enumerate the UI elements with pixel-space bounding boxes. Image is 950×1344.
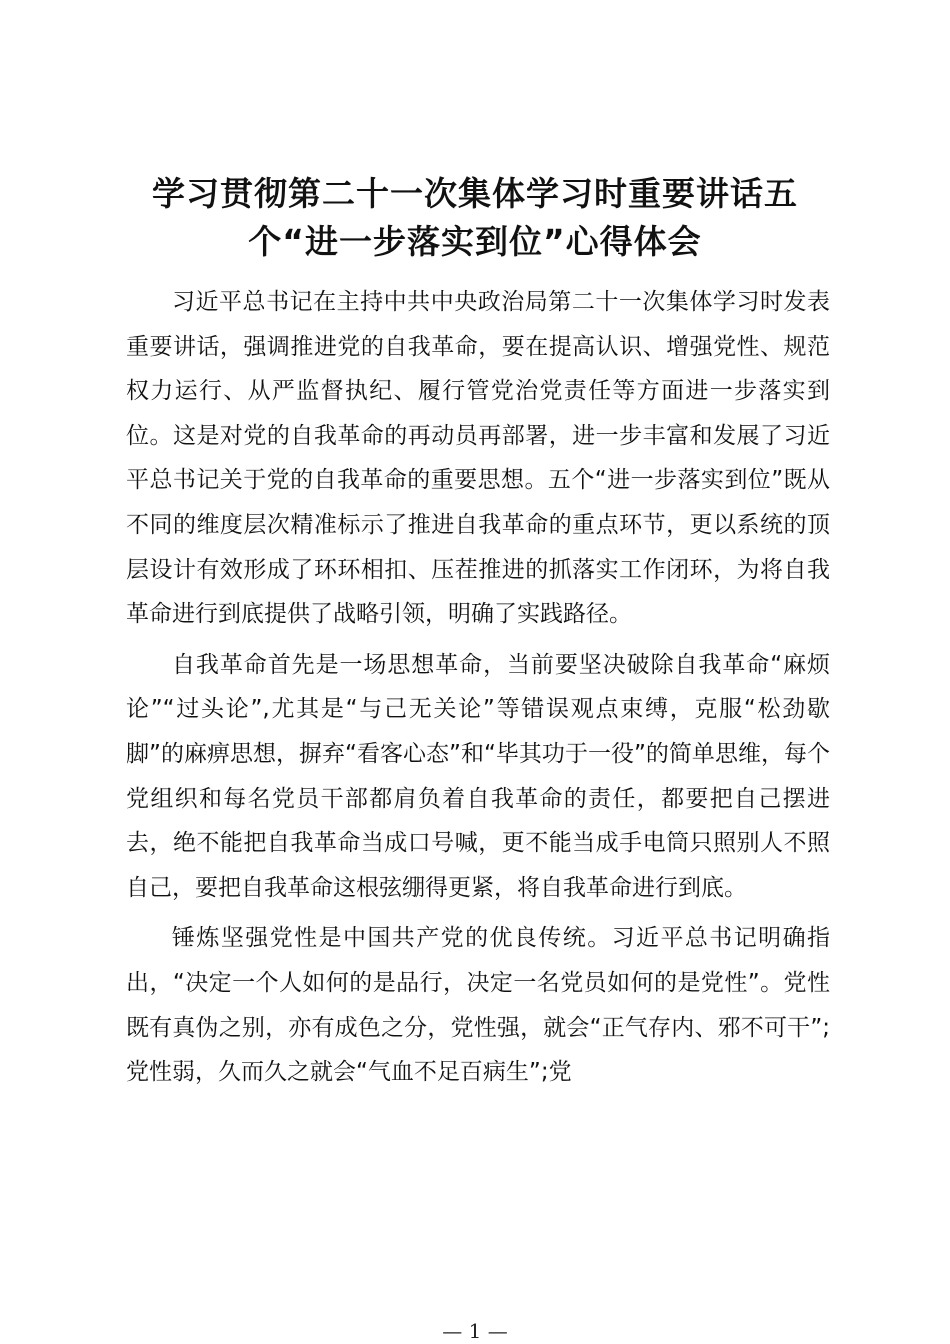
document-title bbox=[120, 170, 830, 266]
paragraph-3: 锤炼坚强党性是中国共产党的优良传统。习近平总书记明确指出，“决定一个人如何的是品行，决定一名党员如何的是党性”。党性既有真伪之别，亦有成色之分，党性强，就会“正气存内、邪不可干”;党性弱，久而久之就会“气血不足百病生”;党 bbox=[126, 925, 830, 1086]
title-line-2: 个“进一步落实到位”心得体会 bbox=[248, 222, 702, 261]
title-line-1: 学习贯彻第二十一次集体学习时重要讲话五 bbox=[152, 174, 798, 213]
paragraph-1: 习近平总书记在主持中共中央政治局第二十一次集体学习时发表重要讲话，强调推进党的自我革命，要在提高认识、增强党性、规范权力运行、从严监督执纪、履行管党治党责任等方面进一步落实到位。这是对党的自我革命的再动员再部署，进一步丰富和发展了习近平总书记关于党的自我革命的重要思想。五个“进一步落实到位”既从不同的维度层次精准标示了推进自我革命的重点环节，更以系统的顶层设计有效形成了环环相扣、压茬推进的抓落实工作闭环，为将自我革命进行到底提供了战略引领，明确了实践路径。 bbox=[126, 289, 830, 628]
paragraph-2: 自我革命首先是一场思想革命，当前要坚决破除自我革命“麻烦论”“过头论”,尤其是“与己无关论”等错误观点束缚，克服“松劲歇脚”的麻痹思想，摒弃“看客心态”和“毕其功于一役”的简单思维，每个党组织和每名党员干部都肩负着自我革命的责任，都要把自己摆进去，绝不能把自我革命当成口号喊，更不能当成手电筒只照别人不照自己，要把自我革命这根弦绷得更紧，将自我革命进行到底。 bbox=[126, 651, 830, 901]
page-number: — 1 — bbox=[442, 1319, 508, 1343]
document-body bbox=[126, 280, 830, 1101]
